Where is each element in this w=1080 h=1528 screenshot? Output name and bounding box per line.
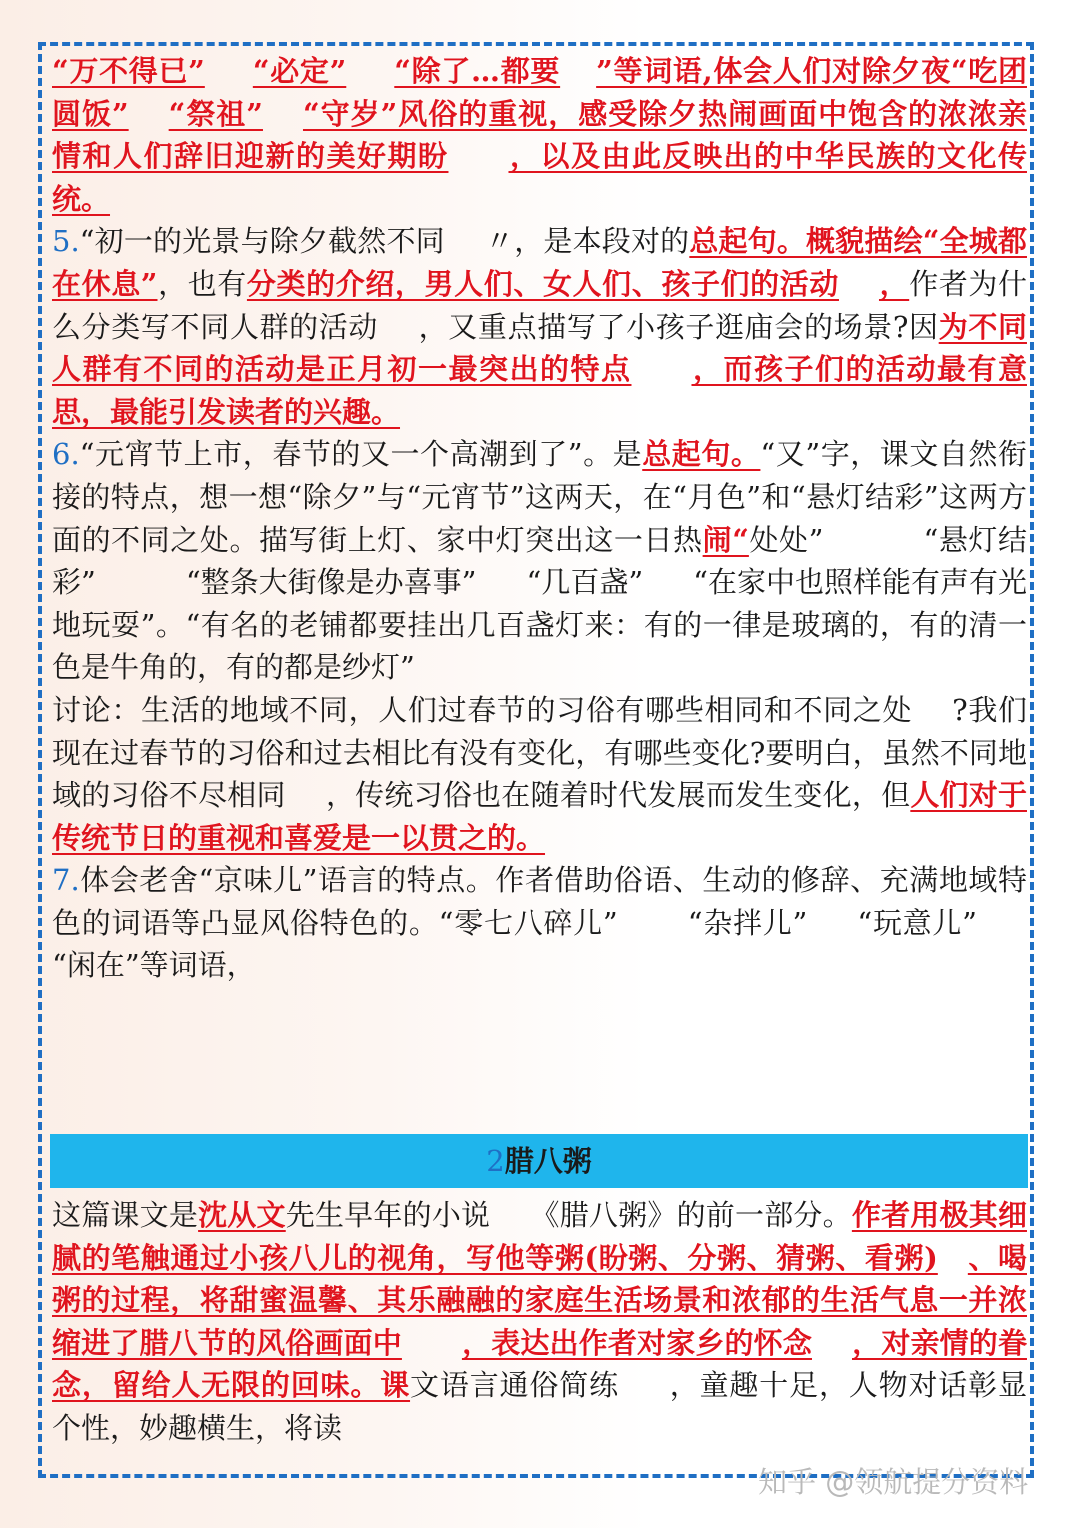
highlight: ， <box>878 266 910 301</box>
text: 〃，是本段对的 <box>484 224 690 259</box>
section-header <box>50 1134 1028 1188</box>
item-number: 6. <box>52 437 80 472</box>
text: “悬灯结彩” <box>52 522 1028 600</box>
text: ?我们现在过春节的习俗和过去相比有没有变化，有哪些变化?要明白，虽然不同地域的习俗不尽相同 <box>52 692 1027 813</box>
highlight: 分类的介绍，男人们、女人们、孩子们的活动 <box>246 266 839 301</box>
text: ，童趣十足，人物对话彰显个性，妙趣横生，将读 <box>52 1368 1027 1445</box>
text: ，也有 <box>157 266 247 301</box>
text: “几百盏” <box>526 565 644 600</box>
highlight: ，以及由此反映出 <box>508 139 754 174</box>
highlight: “万不得已” <box>52 54 205 88</box>
text: 文语言通俗简练 <box>410 1368 619 1403</box>
text: “又”字，课文自然衔接的特点，想一想“除夕”与“元宵节”这两天，在“月色”和“悬灯结彩”这两方面的不同之处。描写街上灯、家中灯突出这一日热 <box>52 437 1027 557</box>
notes-block-2 <box>52 1194 1027 1450</box>
highlight: “祭祖” <box>168 96 263 131</box>
highlight: ，表达出作者对家乡的怀念 <box>461 1325 812 1360</box>
text: “元宵节上市，春节的又一个高潮到了”。是 <box>79 437 643 472</box>
highlight: ，对亲情的眷念，留给人无限的回味。课 <box>52 1325 1027 1403</box>
item-number: 7. <box>52 863 80 898</box>
text: ，传统习俗也在随着时代发展而发生变化，但 <box>325 778 911 813</box>
text: 这篇课文是 <box>52 1198 199 1232</box>
text: “初一的光景与除夕截然不同 <box>79 224 445 259</box>
text: “杂拌儿” <box>687 905 808 940</box>
highlight: 闹“ <box>702 522 749 557</box>
text: 《腊八粥》的前一部分。 <box>530 1198 852 1232</box>
text: “玩意儿” <box>857 905 977 940</box>
section-title: 腊八粥 <box>504 1144 592 1178</box>
highlight: ”等词语,体会人们对除夕夜“吃团圆饭” <box>52 54 1027 131</box>
highlight: 人们对于传统节日的重视和喜爱是一以贯之的。 <box>52 778 1027 855</box>
highlight: 总起句。概貌描绘“全城都在休息” <box>52 224 1027 301</box>
text: 作者为什么分类写不同人群的活动 <box>52 266 1027 344</box>
section-number: 2 <box>486 1144 505 1178</box>
text: 讨论：生活的地域不同，人们过春节的习俗有哪些相同和不同之处 <box>52 692 913 727</box>
intro-paragraph <box>52 1194 1027 1450</box>
paragraph-4-continued <box>52 50 1027 220</box>
highlight: “守岁”风俗的重视，感受除夕热闹画面中饱含的浓浓亲情和人们辞旧迎新的美好期盼 <box>52 96 1027 174</box>
highlight: 、喝粥的过程，将甜蜜温馨、其乐融融的家庭生活场景和浓郁的生活气息一并浓缩进了腊八节的风俗画面中 <box>52 1240 1027 1360</box>
highlight: 为不同人群有不同的活动是正月初一最突出的特点 <box>52 309 1027 387</box>
highlight: 作者用极其细腻的笔触通过小孩八儿的视角，写他等粥(盼粥、分粥、猜粥、看粥) <box>52 1198 1027 1275</box>
watermark: 知乎 @领航提分资料 <box>758 1465 1029 1499</box>
text: “整条大街像是办喜事” <box>185 565 477 600</box>
text: “闲在”等词语， <box>52 948 256 983</box>
paragraph-5 <box>52 220 1027 433</box>
paragraph-6 <box>52 433 1027 689</box>
highlight: 的中华民族的文化传统。 <box>52 139 1027 216</box>
highlight: “必定” <box>252 54 347 88</box>
highlight: 沈从文 <box>198 1198 286 1232</box>
notes-block-1 <box>52 50 1027 987</box>
text: 处处” <box>748 522 824 557</box>
item-number: 5. <box>52 224 80 259</box>
text: ，又重点描写了小孩子逛庙会的场景?因 <box>418 309 939 344</box>
highlight: “除了…都要 <box>394 54 561 88</box>
highlight: ，而孩子们的活动最有意思，最能引发读者的兴趣。 <box>52 352 1027 429</box>
text: 体会老舍“京味儿”语言的特点。作者借助俗语、生动的修辞、充满地域特色的词语等凸显风俗特色的。“零七八碎儿” <box>52 863 1027 940</box>
paragraph-7 <box>52 859 1027 987</box>
discussion <box>52 689 1027 859</box>
highlight: 总起句。 <box>642 437 761 472</box>
text: “在家中也照样能有声有光地玩耍”。“有名的老铺都要挂出几百盏灯来：有的一律是玻璃的，有的清一色是牛角的，有的都是纱灯” <box>52 565 1028 685</box>
text: 先生早年的小说 <box>285 1198 491 1232</box>
